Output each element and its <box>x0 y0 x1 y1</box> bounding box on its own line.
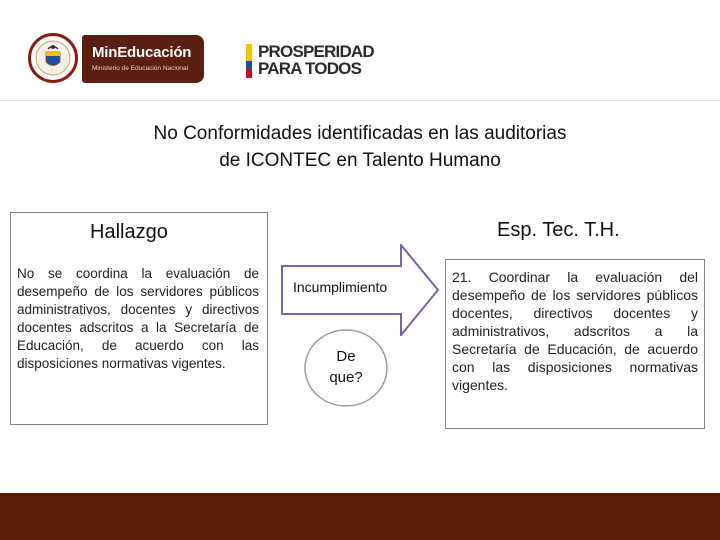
header-bar <box>0 0 720 101</box>
ministry-subtitle: Ministerio de Educación Nacional <box>92 65 189 72</box>
prosperidad-logo <box>258 43 374 77</box>
question-line-2: que? <box>329 369 363 386</box>
ministry-name: MinEducación <box>92 44 192 61</box>
slogan-line-1: PROSPERIDAD <box>258 42 374 61</box>
footer-bar <box>0 493 720 540</box>
colombia-coat-of-arms-icon <box>28 33 78 83</box>
mineducacion-logo <box>82 35 204 83</box>
colombia-flag-icon <box>246 44 252 78</box>
question-line-1: De <box>336 348 356 365</box>
slide-title <box>0 120 720 174</box>
spec-text: 21. Coordinar la evaluación del desempeño de los servidores públicos docentes, directivos docentes y administrativos, adscritos a la Secretaría de Educación, de acuerdo con las disposiciones normativas vigentes. <box>452 269 698 393</box>
title-line-1: No Conformidades identificadas en las auditorias <box>153 123 567 144</box>
finding-heading: Hallazgo <box>90 221 168 243</box>
spec-heading: Esp. Tec. T.H. <box>497 219 620 241</box>
arrow-label: Incumplimiento <box>293 279 388 295</box>
title-line-2: de ICONTEC en Talento Humano <box>219 150 501 171</box>
slogan-line-2: PARA TODOS <box>258 59 362 78</box>
finding-text: No se coordina la evaluación de desempeño de los servidores públicos administrativos, docentes y directivos docentes adscritos a la Secretaría de Educación, de acuerdo con las disposiciones normativas vigentes. <box>17 266 259 371</box>
question-text <box>303 346 389 388</box>
